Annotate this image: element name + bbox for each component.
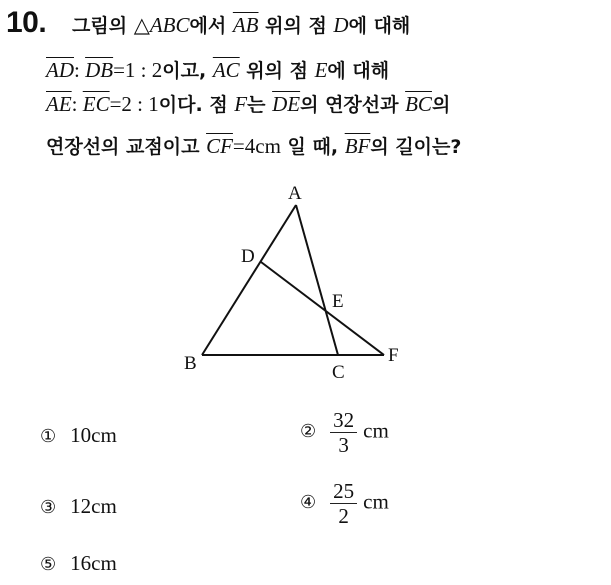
choice-value: 10 [70,423,92,447]
question-text: 그림의 [72,15,134,37]
choice-4[interactable] [300,479,389,528]
question-text: 연장선의 교점이고 [46,136,207,158]
math-term: $\overline{AD}$ [46,58,74,82]
question-text: 위의 점 [258,15,334,37]
question-number: 10. [6,6,47,39]
choice-unit: cm [363,489,389,514]
choice-mark: ③ [40,497,57,518]
fraction-denominator: 3 [338,433,349,457]
fraction-denominator: 2 [338,504,349,528]
math-term: E [314,58,328,82]
math-term: $\overline{DB}$ [85,58,114,82]
label-d: D [241,246,255,267]
label-c: C [332,362,345,383]
choice-1[interactable] [40,423,117,448]
choice-5[interactable] [40,551,117,576]
fraction [330,479,357,528]
math-term: =2 : 1 [109,92,159,116]
choice-value: 12 [70,494,92,518]
choice-value: 16 [70,551,92,575]
segment-df [261,262,384,355]
question-text: 의 길이는? [370,136,462,158]
fraction-numerator: 32 [330,408,357,433]
label-a: A [288,183,302,204]
label-b: B [184,353,197,374]
math-term: $\overline{BF}$ [344,134,371,158]
math-term: $\overline{CF}$ [206,134,233,158]
math-term: : [74,58,86,82]
math-term: $\overline{BC}$ [405,92,432,116]
math-term: =4 [232,134,256,158]
choice-unit: cm [91,551,117,575]
label-e: E [332,291,344,312]
choice-mark: ② [300,421,317,443]
choice-mark: ⑤ [40,554,57,575]
choice-unit: cm [363,418,389,443]
question-text: 는 [247,94,273,116]
choice-mark: ④ [300,492,317,514]
fraction-numerator: 25 [330,479,357,504]
question-text: 이고, [162,60,213,82]
fraction [330,408,357,457]
question-text: 의 [431,94,451,116]
segment-ab [202,205,296,355]
choice-2[interactable] [300,408,389,457]
choice-unit: cm [91,423,117,447]
math-term: D [333,13,349,37]
choice-mark: ① [40,426,57,447]
choice-3[interactable] [40,494,117,519]
label-f: F [388,345,399,366]
choice-unit: cm [91,494,117,518]
question-text: 일 때, [280,136,345,158]
question-text: 의 연장선과 [300,94,406,116]
question-text: 에 대해 [348,15,411,37]
question-text: 이다. 점 [158,94,235,116]
math-term: : [71,92,83,116]
math-term: cm [255,134,281,158]
segment-ac [296,205,338,355]
math-term: △ [133,13,150,37]
question-text: 위의 점 [239,60,315,82]
question-text: 에서 [189,15,233,37]
math-term: F [234,92,248,116]
question-text: 에 대해 [327,60,390,82]
math-term: ABC [149,13,190,37]
math-term: $\overline{AC}$ [212,58,240,82]
math-term: $\overline{AB}$ [232,13,259,37]
math-term: =1 : 2 [113,58,163,82]
math-term: $\overline{AE}$ [46,92,72,116]
math-term: $\overline{DE}$ [272,92,301,116]
math-term: $\overline{EC}$ [82,92,110,116]
